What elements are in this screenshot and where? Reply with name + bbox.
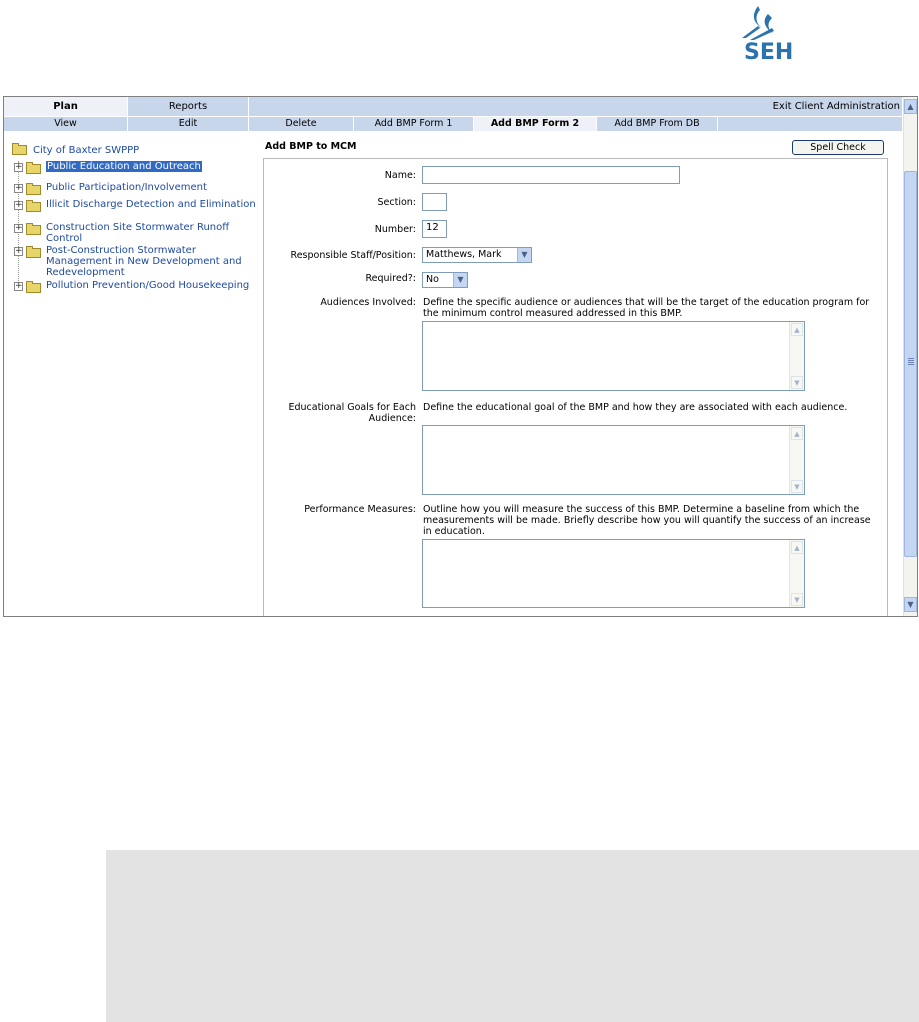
scroll-down-icon[interactable]: ▼ <box>791 480 803 493</box>
tree-item-label: Illicit Discharge Detection and Elimination <box>46 199 256 210</box>
performance-label: Performance Measures: <box>304 504 416 515</box>
tree-item-post-construction[interactable] <box>14 245 256 278</box>
expand-icon[interactable]: + <box>15 162 23 172</box>
subtab-add-bmp-from-db[interactable]: Add BMP From DB <box>597 117 718 131</box>
tree-item-public-participation[interactable] <box>14 182 256 195</box>
tree-item-public-education[interactable] <box>14 161 256 174</box>
scroll-down-icon[interactable]: ▼ <box>791 376 803 389</box>
form-title: Add BMP to MCM <box>265 141 357 152</box>
audiences-description: Define the specific audience or audiences that will be the target of the education program for the minimum control measured addressed in this BMP. <box>423 297 870 319</box>
name-label: Name: <box>384 170 416 181</box>
required-select[interactable] <box>422 272 468 288</box>
tree-item-label: Construction Site Stormwater Runoff Control <box>46 222 230 244</box>
folder-icon <box>26 248 41 258</box>
audiences-label: Audiences Involved: <box>320 297 416 308</box>
section-input[interactable] <box>422 193 447 211</box>
required-select-value: No <box>426 274 439 285</box>
tab-plan[interactable]: Plan <box>4 97 128 116</box>
expand-icon[interactable]: + <box>15 223 23 233</box>
tree-item-construction-site[interactable] <box>14 222 256 244</box>
folder-icon <box>26 164 41 174</box>
goals-label: Educational Goals for Each Audience: <box>288 402 416 424</box>
scroll-up-icon[interactable]: ▲ <box>791 541 803 554</box>
performance-textarea[interactable] <box>422 539 805 608</box>
expand-icon[interactable]: + <box>15 281 23 291</box>
folder-icon <box>26 185 41 195</box>
scroll-down-icon[interactable]: ▼ <box>904 597 917 612</box>
logo-text: SEH <box>744 40 794 65</box>
subtab-view[interactable]: View <box>4 117 128 131</box>
number-input[interactable]: 12 <box>422 220 447 238</box>
goals-description: Define the educational goal of the BMP and how they are associated with each audience. <box>423 402 848 413</box>
folder-icon <box>26 202 41 212</box>
section-label: Section: <box>377 197 416 208</box>
scroll-down-icon[interactable]: ▼ <box>791 593 803 606</box>
page-scrollbar[interactable] <box>903 97 917 616</box>
number-label: Number: <box>374 224 416 235</box>
app-window <box>3 96 918 617</box>
tree-item-illicit-discharge[interactable] <box>14 199 256 212</box>
staff-label: Responsible Staff/Position: <box>290 250 416 261</box>
sub-tab-bar <box>4 117 902 131</box>
tree-item-pollution-prevention[interactable] <box>14 280 256 293</box>
chevron-down-icon[interactable]: ▼ <box>453 273 467 287</box>
main-tab-bar <box>4 97 902 117</box>
audiences-textarea[interactable] <box>422 321 805 391</box>
textarea-scrollbar[interactable] <box>789 322 804 390</box>
staff-select-value: Matthews, Mark <box>426 249 502 260</box>
scroll-up-icon[interactable]: ▲ <box>904 99 917 114</box>
expand-icon[interactable]: + <box>15 246 23 256</box>
tab-reports[interactable]: Reports <box>128 97 249 116</box>
tree-item-label: Post-Construction Stormwater Management in New Development and Redevelopment <box>46 245 242 278</box>
subtab-add-bmp-form-1[interactable]: Add BMP Form 1 <box>354 117 474 131</box>
goals-textarea[interactable] <box>422 425 805 495</box>
tree-item-label: Public Education and Outreach <box>47 161 201 172</box>
subtab-delete[interactable]: Delete <box>249 117 354 131</box>
required-label: Required?: <box>365 273 416 284</box>
staff-select[interactable] <box>422 247 532 263</box>
scrollbar-thumb[interactable] <box>904 171 917 557</box>
scroll-up-icon[interactable]: ▲ <box>791 427 803 440</box>
performance-description: Outline how you will measure the success of this BMP. Determine a baseline from which the measurements will be made. Briefly describe how you will quantify the success of an increase in education. <box>423 504 871 537</box>
chevron-down-icon[interactable]: ▼ <box>517 248 531 262</box>
subtab-edit[interactable]: Edit <box>128 117 249 131</box>
exit-client-administration-link[interactable]: Exit Client Administration <box>772 101 900 112</box>
textarea-scrollbar[interactable] <box>789 426 804 494</box>
mcm-tree <box>4 133 262 611</box>
gray-footer-box <box>106 850 919 1022</box>
tree-root-label: City of Baxter SWPPP <box>33 144 140 156</box>
tree-item-label: Public Participation/Involvement <box>46 182 207 193</box>
tree-item-label: Pollution Prevention/Good Housekeeping <box>46 280 250 291</box>
grip-icon <box>908 358 914 366</box>
expand-icon[interactable]: + <box>15 183 23 193</box>
subtab-add-bmp-form-2[interactable]: Add BMP Form 2 <box>474 117 597 131</box>
folder-icon <box>26 225 41 235</box>
spell-check-button[interactable]: Spell Check <box>792 140 884 155</box>
open-folder-icon <box>12 145 27 155</box>
textarea-scrollbar[interactable] <box>789 540 804 607</box>
folder-icon <box>26 283 41 293</box>
tree-root[interactable] <box>12 143 139 157</box>
name-input[interactable] <box>422 166 680 184</box>
scroll-up-icon[interactable]: ▲ <box>791 323 803 336</box>
expand-icon[interactable]: + <box>15 200 23 210</box>
